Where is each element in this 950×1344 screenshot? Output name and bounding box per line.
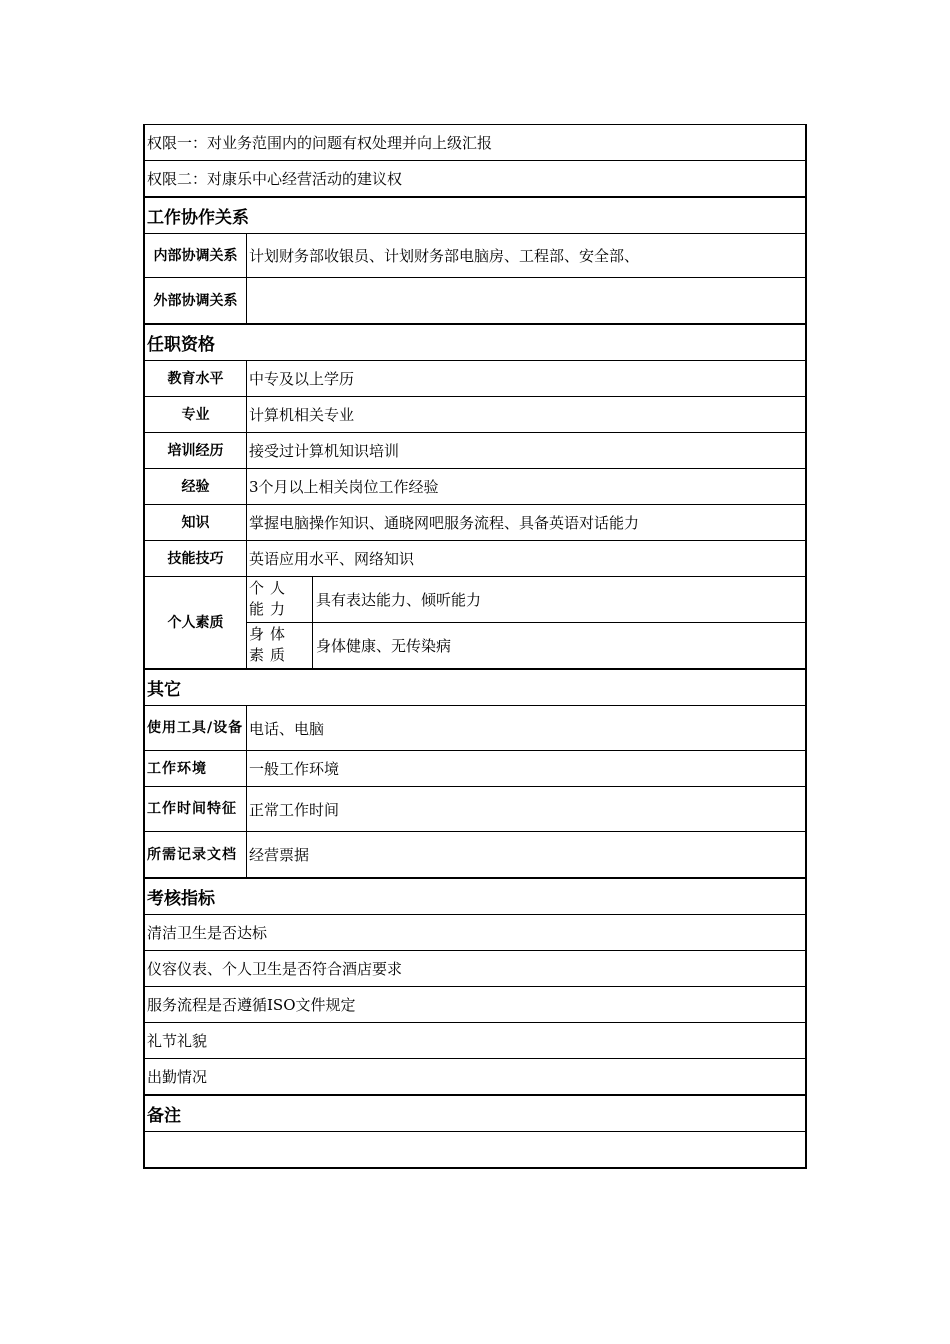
field-value [247,278,805,323]
section-title: 其它 [147,680,181,700]
sub-label: 个人能力 [247,577,313,622]
section-other [143,670,807,706]
field-label: 经验 [145,469,247,504]
external-coordination-row [143,278,807,325]
field-value: 掌握电脑操作知识、通晓网吧服务流程、具备英语对话能力 [249,514,640,532]
section-title: 备注 [147,1106,181,1126]
field-label: 所需记录文档 [145,832,247,877]
assessment-item [143,915,807,951]
major-row [143,397,807,433]
field-value: 3个月以上相关岗位工作经验 [249,478,439,496]
personal-quality-row [143,577,807,670]
assessment-text: 服务流程是否遵循ISO文件规定 [147,996,356,1014]
assessment-text: 清洁卫生是否达标 [147,924,268,942]
assessment-item [143,987,807,1023]
experience-row [143,469,807,505]
section-title: 任职资格 [147,335,215,355]
personal-quality-subgrid [247,577,805,668]
field-label: 专业 [145,397,247,432]
field-label: 教育水平 [145,361,247,396]
training-row [143,433,807,469]
education-row [143,361,807,397]
field-label: 知识 [145,505,247,540]
assessment-text: 礼节礼貌 [147,1032,208,1050]
field-value: 经营票据 [249,846,310,864]
physical-quality-subrow [247,622,805,668]
sub-value: 具有表达能力、倾听能力 [316,591,482,609]
authority-row-2 [143,161,807,198]
field-value: 正常工作时间 [249,800,340,819]
field-value: 中专及以上学历 [249,370,355,388]
field-label: 工作时间特征 [145,787,247,831]
sub-label: 身体素质 [247,623,313,668]
internal-coordination-row [143,234,807,278]
authority-text-2: 权限二：对康乐中心经营活动的建议权 [147,170,403,188]
knowledge-row [143,505,807,541]
field-label: 外部协调关系 [145,278,247,323]
field-value: 英语应用水平、网络知识 [249,550,415,568]
assessment-text: 仪容仪表、个人卫生是否符合酒店要求 [147,960,403,978]
field-value: 计算机相关专业 [249,406,355,424]
field-label: 技能技巧 [145,541,247,576]
field-label: 使用工具/设备 [145,706,247,750]
section-qualifications [143,325,807,361]
section-assessment [143,879,807,915]
field-label: 工作环境 [145,751,247,786]
field-value: 一般工作环境 [249,760,340,778]
field-value: 接受过计算机知识培训 [249,442,400,460]
documents-row [143,832,807,879]
field-value: 计划财务部收银员、计划财务部电脑房、工程部、安全部、 [249,247,640,265]
work-time-row [143,787,807,832]
authority-row-1 [143,124,807,161]
field-label: 培训经历 [145,433,247,468]
section-title: 考核指标 [147,889,215,909]
section-remarks [143,1096,807,1132]
assessment-text: 出勤情况 [147,1068,208,1086]
personal-ability-subrow [247,577,805,622]
section-title: 工作协作关系 [147,208,249,228]
field-label: 个人素质 [145,577,247,668]
assessment-item [143,1023,807,1059]
section-collaboration [143,198,807,234]
tools-row [143,706,807,751]
job-description-table [143,124,807,1169]
remarks-row [143,1132,807,1169]
assessment-item [143,951,807,987]
field-value: 电话、电脑 [249,719,325,738]
authority-text-1: 权限一：对业务范围内的问题有权处理并向上级汇报 [147,134,493,152]
skills-row [143,541,807,577]
sub-value: 身体健康、无传染病 [316,637,452,655]
assessment-item [143,1059,807,1096]
remarks-value [145,1132,149,1167]
field-label: 内部协调关系 [145,234,247,277]
environment-row [143,751,807,787]
